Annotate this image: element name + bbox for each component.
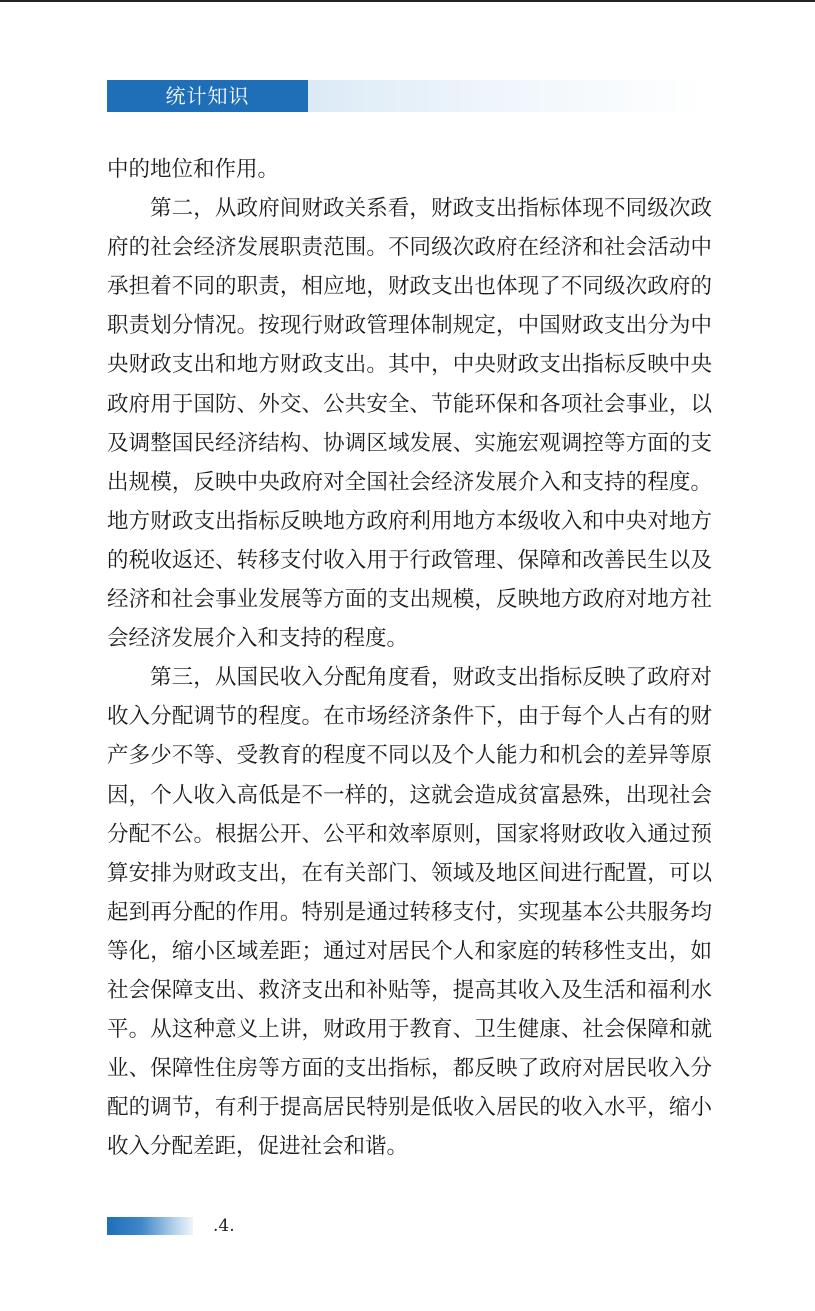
section-header [107,80,707,112]
paragraph-second-point: 第二，从政府间财政关系看，财政支出指标体现不同级次政府的社会经济发展职责范围。不同级次政府在经济和社会活动中承担着不同的职责，相应地，财政支出也体现了不同级次政府的职责划分情况。按现行财政管理体制规定，中国财政支出分为中央财政支出和地方财政支出。其中，中央财政支出指标反映中央政府用于国防、外交、公共安全、节能环保和各项社会事业，以及调整国民经济结构、协调区域发展、实施宏观调控等方面的支出规模，反映中央政府对全国社会经济发展介入和支持的程度。地方财政支出指标反映地方政府利用地方本级收入和中央对地方的税收返还、转移支付收入用于行政管理、保障和改善民生以及经济和社会事业发展等方面的支出规模，反映地方政府对地方社会经济发展介入和支持的程度。 [107,196,712,652]
paragraph-continuation: 中的地位和作用。 [107,157,280,182]
page-number: .4. [213,1216,235,1236]
footer-gradient-bar [107,1217,193,1235]
paragraph-third-point: 第三，从国民收入分配角度看，财政支出指标反映了政府对收入分配调节的程度。在市场经济条件下，由于每个人占有的财产多少不等、受教育的程度不同以及个人能力和机会的差异等原因，个人收入高低是不一样的，这就会造成贫富悬殊，出现社会分配不公。根据公开、公平和效率原则，国家将财政收入通过预算安排为财政支出，在有关部门、领域及地区间进行配置，可以起到再分配的作用。特别是通过转移支付，实现基本公共服务均等化，缩小区域差距；通过对居民个人和家庭的转移性支出，如社会保障支出、救济支出和补贴等，提高其收入及生活和福利水平。从这种意义上讲，财政用于教育、卫生健康、社会保障和就业、保障性住房等方面的支出指标，都反映了政府对居民收入分配的调节，有利于提高居民特别是低收入居民的收入水平，缩小收入分配差距，促进社会和谐。 [107,665,712,1160]
top-rule [0,0,815,2]
article-body [107,150,712,1166]
page-footer [107,1216,235,1236]
section-title: 统计知识 [107,80,308,112]
header-gradient-band [308,80,707,112]
